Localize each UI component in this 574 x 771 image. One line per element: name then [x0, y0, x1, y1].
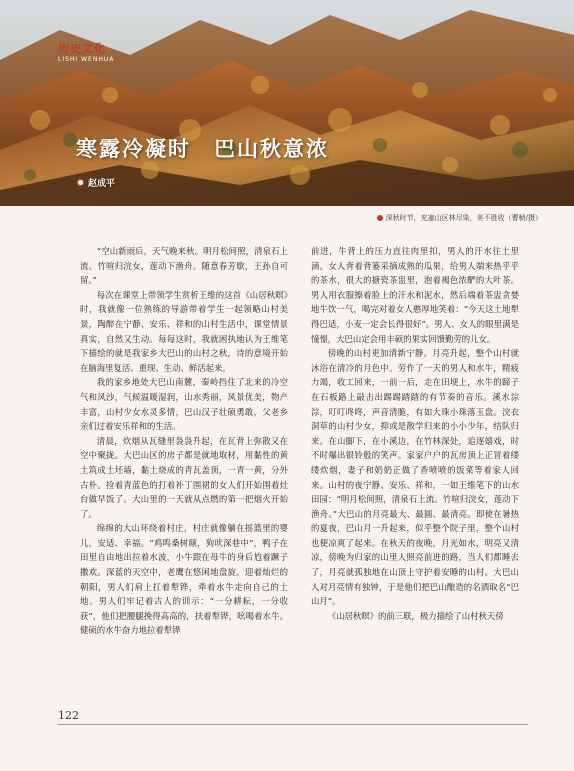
page-number: 122 [58, 709, 79, 722]
section-title-en: LISHI WENHUA [58, 56, 115, 63]
body-column-right [311, 244, 519, 623]
footer-divider [58, 724, 528, 725]
paragraph: 前进，牛背上的压力直往肉里扣，男人的汗水往土里滴。女人背着背篓采摘成熟的瓜果，给男人端来热乎乎的茶水，很大的搪瓷茶盅里，泡着褐色浓酽的大叶茶。男人用衣服擦着脸上的汗水和泥水，然后端着茶盅贪婪地牛饮一气，喝完对着女人憨厚地笑着：“今天这土地犁得巴适，小麦一定会长得很好”。男人、女人的眼里满是憧憬，大巴山定会用丰硕的果实回馈勤劳的儿女。 [311, 246, 519, 344]
body-column-left [80, 244, 288, 638]
article-title: 寒露冷凝时 巴山秋意浓 [76, 136, 329, 161]
section-label [58, 40, 114, 63]
paragraph: 绵绵的大山环绕着村庄，村庄就像躺在摇篮里的婴儿，安适、幸福。“鸡鸣桑树颠，狗吠深巷中”，鸭子在田里自由地出拉着水波，小牛跟在母牛的身后尥着蹶子撒欢。深蓝的天空中，老鹰在悠闲地盘旋。迎着灿烂的朝阳，男人们肩上扛着犁铧，牵着水牛走向自己的土地。男人们牢记着古人的训示：“一分耕耘，一分收获”，他们把腰腿挽得高高的，扶着犁铧，吆喝着水牛。健硕的水牛奋力地拉着犁铧 [80, 523, 288, 636]
author-name: 赵成平 [88, 179, 116, 189]
paragraph: 傍晚的山村更加清新宁静。月亮升起，整个山村就沐浴在清冷的月色中。劳作了一天的男人和水牛，精疲力竭，收工回来，一前一后，走在田埂上，水牛的蹄子在石板路上敲击出踢踢踏踏的有节奏的音乐。溪水淙淙，叮叮咚咚，声音清脆，有如大珠小珠落玉盘。浣衣洞草的山村少女，抑或是散学归来的小小少年，结队归来。在山脚下，在小溪边，在竹林深处，追逐嬉戏，时不时爆出银铃般的笑声。家家户户的瓦房顶上正冒着缕缕炊烟，妻子和奶奶正做了香喷喷的饭菜等着家人回来。山村的夜宁静、安乐、祥和，一如王维笔下的山水田园：“明月松间照，清泉石上流。竹喧归浣女，莲动下渔舟。”大巴山的月亮最大、最圆、最清亮。即使在暑热的夏夜，巴山月一升起来，似乎整个院子里，整个山村也便凉爽了起来。在秋天的夜晚，月光如水，明亮又清凉，傍晚为归家的山里人照亮前进的路，当人们都睡去了，月亮就孤独地在山顶上守护着安睡的山村。大巴山人对月亮情有独钟，于是他们把巴山酿造的名酒取名“巴山月”。 [311, 348, 519, 607]
paragraph: 每次在课堂上带领学生赏析王维的这首《山居秋暝》时，我就像一位熟练的导游带着学生一起领略山村美景，陶醉在宁静、安乐、祥和的山村生活中，课堂情景真实，自然又生动。每每这时，我就困执地认为王维笔下描绘的就是我家乡大巴山的山村之秋，诗的意境开始在脑海里复活、重现、生动、鲜活起来。 [80, 289, 288, 373]
flower-mark-icon [377, 215, 383, 221]
paragraph: “空山新雨后，天气晚来秋。明月松间照，清泉石上流。竹喧归浣女，莲动下渔舟。随意春芳歇，王孙自可留。” [80, 246, 288, 286]
photo-caption-text: 深秋时节，充塞山区林尽染，美不胜收（曹桢/摄） [385, 214, 542, 222]
section-title-cn: 历史文化 [58, 42, 106, 55]
paragraph: 清晨，炊烟从瓦缝里袅袅升起，在瓦背上弥散又在空中聚拢。大巴山区的房子都是就地取材，用黏性的黄土筑成土坯墙，黏土烧成的青瓦盖顶，一青一黄，分外古朴。捡着青蓝色的打着补丁围裙的女人们开始围着灶台做早饭了。大山里的一天就从点燃的第一把烟火开始了。 [80, 435, 288, 519]
author-line [77, 176, 115, 189]
paragraph: 《山居秋暝》的前三联，极力描绘了山村秋天傍 [327, 610, 504, 621]
author-bullet-icon [77, 179, 84, 186]
paragraph: 我的家乡地处大巴山南麓，秦岭挡住了北来的冷空气和风沙，气候温暖湿润，山水秀丽，风景优美，物产丰富，山村少女水灵多情，巴山汉子壮硕勇敢，父老乡亲们过着安乐祥和的生活。 [80, 377, 288, 432]
photo-caption [377, 213, 542, 223]
